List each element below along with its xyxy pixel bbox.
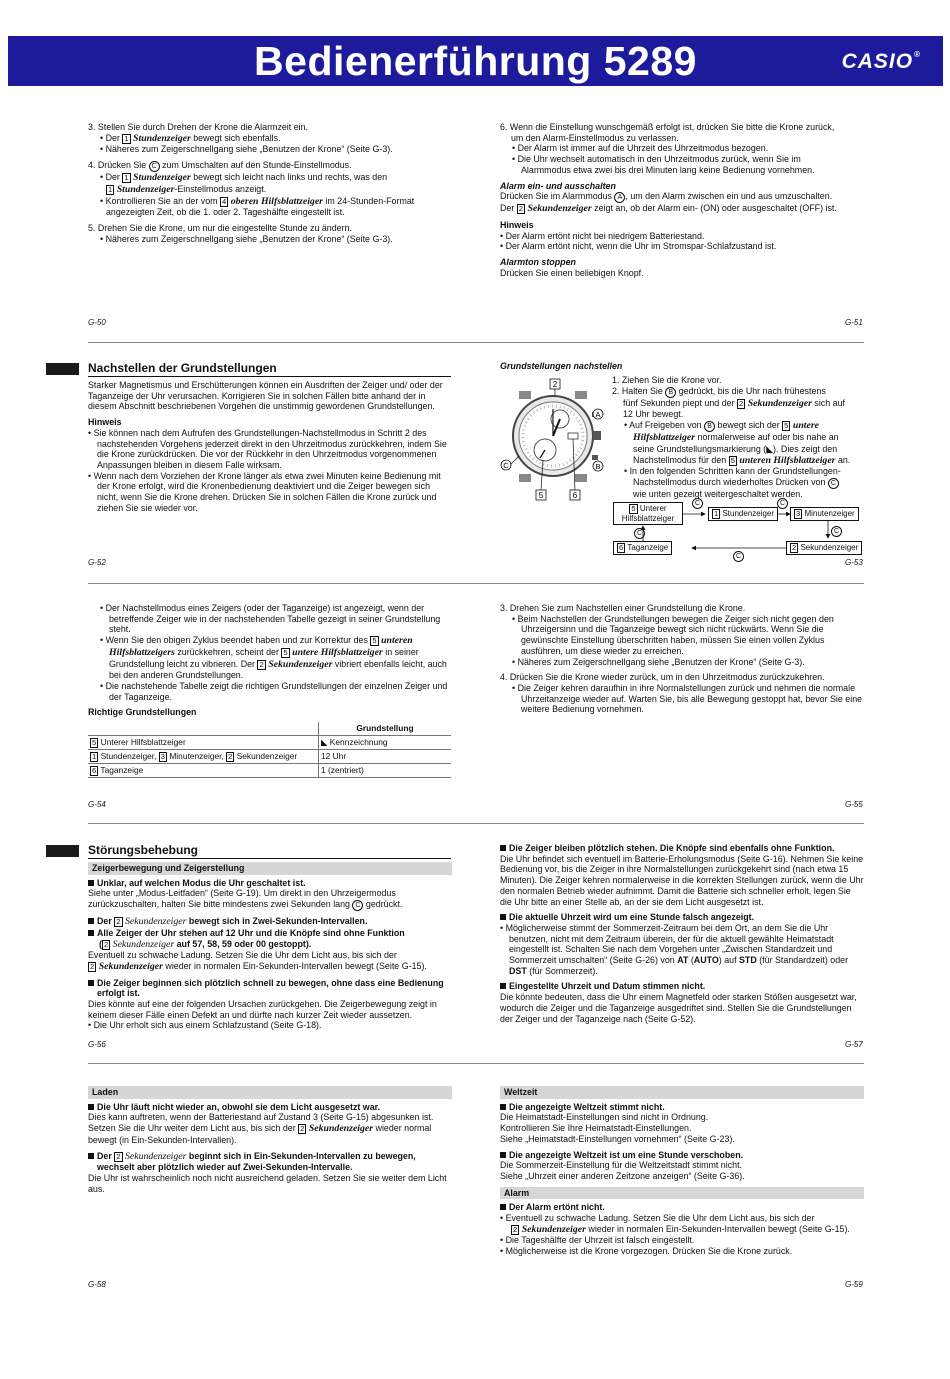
page-g50: 3. Stellen Sie durch Drehen der Krone die Alarmzeit ein. • Der 1 Stundenzeiger bewegt sich ebenfalls. • Näheres zum Zeigerschnellgang siehe „Benutzen der Krone“ (Seite G-3). 4. Drücken Sie C zum Umschalten auf den Stunde-Einstellmodus. • Der 1 Stundenzeiger bewegt sich leicht nach links und rechts, was den 1 Stundenzeiger-Einstellmodus anzeigt. • Kontrollieren Sie an der vom 4 oberen Hilfsblattzeiger im 24-Stunden-Format angezeigten Zeit, ob die 1. oder 2. Tageshälfte eingestellt ist. 5. Drehen Sie die Krone, um nur die eingestellte Stunde zu ändern. • Näheres zum Zeigerschnellgang siehe „Benutzen der Krone“ (Seite G-3). (88, 122, 415, 244)
label-c: C (503, 461, 509, 470)
lug-top-left (519, 391, 531, 399)
section-title: Nachstellen der Grundstellungen (88, 361, 451, 377)
page-title: Bedienerführung 5289 (254, 38, 697, 84)
subsection-header: Zeigerbewegung und Zeigerstellung (88, 862, 452, 875)
reference-mark-icon: ◣ (321, 737, 328, 748)
page-number: G-56 (88, 1040, 106, 1049)
crown (593, 431, 601, 440)
page-number: G-51 (845, 318, 863, 327)
page-g56: Zeigerbewegung und Zeigerstellung Unklar, auf welchen Modus die Uhr geschaltet ist. Siehe unter „Modus-Leitfaden“ (Seite G-19). Um direkt in den Uhrzeigermodus zurückzuschalten, halten Sie bitte mindestens zwei Sekunden lang C gedrückt. Der 2 Sekundenzeiger bewegt sich in Zwei-Sekunden-Intervallen. Alle Zeiger der Uhr stehen auf 12 Uhr und die Knöpfe sind ohne Funktion ( 2 Sekundenzeiger auf 57, 58, 59 oder 00 gestoppt). Eventuell zu schwache Ladung. Setzen Sie die Uhr dem Licht aus, bis sich der 2 Sekundenzeiger wieder in normalen Ein-Sekunden-Intervallen bewegt (Seite G-15). Die Zeiger beginnen sich plötzlich schnell zu bewegen, ohne dass eine Bedienung erfolgt ist. Dies könnte auf eine der folgenden Ursachen zurückgehen. Die Zeigerbewegung zeigt in keinem dieser Fälle einen Defekt an und dürfte nach kurzer Zeit wieder aussetzen. • Die Uhr erholt sich aus einem Schlafzustand (Seite G-18). (88, 862, 452, 1031)
section-tab (46, 363, 79, 375)
table-row: 1 Stundenzeiger, 3 Minutenzeiger, 2 Sekundenzeiger 12 Uhr (88, 750, 451, 764)
page-g53-steps: 1. Ziehen Sie die Krone vor. 2. Halten Sie B gedrückt, bis die Uhr nach frühestens fünf Sekunden piept und der 2 Sekundenzeiger sich auf 12 Uhr bewegt. • Auf Freigeben von B bewegt sich der 5 untere Hilfsblattzeiger normalerweise auf oder bis nahe an seine Grundstellungsmarkierung (◣). Dies zeigt den Nachstellmodus für den 5 unteren Hilfsblattzeiger an. • In den folgenden Schritten kann der Grundstellungen- Nachstellmodus durch wiederholtes Drücken von C wie unten gezeigt weitergeschaltet werden. (612, 375, 851, 499)
table-row: 6 Taganzeige 1 (zentriert) (88, 764, 451, 778)
table-header-row: Grundstellung (88, 722, 451, 736)
flow-c-label: C (634, 528, 645, 539)
flow-minute-hand: 3 Minutenzeiger (790, 507, 859, 521)
casio-logo: CASIO® (841, 50, 921, 73)
page-number: G-52 (88, 558, 106, 567)
label-5: 5 (538, 491, 544, 500)
label-a: A (595, 410, 601, 419)
page-g59: Weltzeit Die angezeigte Weltzeit stimmt nicht. Die Heimatstadt-Einstellungen sind nicht in Ordnung. Kontrollieren Sie Ihre Heimatstadt-Einstellungen. Siehe „Heimatstadt-Einstellungen vornehmen“ (Seite G-23). Die angezeigte Weltzeit ist um eine Stunde verschoben. Die Sommerzeit-Einstellung für die Weltzeitstadt stimmt nicht. Siehe „Uhrzeit einer anderen Zeitzone anzeigen“ (Seite G-36). Alarm Der Alarm ertönt nicht. • Eventuell zu schwache Ladung. Setzen Sie die Uhr dem Licht aus, bis sich der 2 Sekundenzeiger wieder in normalen Ein-Sekunden-Intervallen bewegt (Seite G-15). • Die Tageshälfte der Uhrzeit ist falsch eingestellt. • Möglicherweise ist die Krone vorgezogen. Drücken Sie die Krone zurück. (500, 1086, 864, 1257)
page-g53: Grundstellungen nachstellen (500, 361, 623, 371)
section-title: Störungsbehebung (88, 843, 451, 859)
flow-second-hand: 2 Sekundenzeiger (786, 541, 862, 555)
flow-hour-hand: 1 Stundenzeiger (708, 507, 778, 521)
page-number: G-50 (88, 318, 106, 327)
label-2: 2 (552, 380, 558, 389)
flow-c-label: C (692, 498, 703, 509)
table-row: 5 Unterer Hilfsblattzeiger ◣ Kennzeichnung (88, 736, 451, 750)
page-g58: Laden Die Uhr läuft nicht wieder an, obwohl sie dem Licht ausgesetzt war. Dies kann auftreten, wenn der Batteriestand auf Zustand 3 (Seite G-15) abgesunken ist. Setzen Sie die Uhr weiter dem Licht aus, bis sich der 2 Sekundenzeiger wieder normal bewegt (in Ein-Sekunden-Intervallen). Der 2 Sekundenzeiger beginnt sich in Ein-Sekunden-Intervallen zu bewegen, wechselt aber plötzlich wieder auf Zwei-Sekunden-Intervalle. Die Uhr ist wahrscheinlich noch nicht ausreichend geladen. Setzen Sie sie weiter dem Licht aus. (88, 1086, 452, 1194)
page-number: G-54 (88, 800, 106, 809)
lug-top-right (575, 391, 587, 399)
lug-bottom-left (519, 474, 531, 482)
page-g57: Die Zeiger bleiben plötzlich stehen. Die Knöpfe sind ebenfalls ohne Funktion. Die Uhr befindet sich eventuell im Batterie-Erholungsmodus (Seite G-16). Nehmen Sie keine Bedienung vor, bis die Zeiger in ihre Normalstellungen zurückgekehrt sind (nach etwa 15 Minuten). Die Zeiger kehren normalerweise in die korrekten Stellungen zurück, wenn die Uhr den normalen Betrieb wieder aufnimmt. Damit die Batterie sich schneller erholt, legen Sie die Uhr bitte an einer Stelle ab, an der sie dem Licht ausgesetzt ist. Die aktuelle Uhrzeit wird um eine Stunde falsch angezeigt. • Möglicherweise stimmt der Sommerzeit-Zeitraum bei dem Ort, an dem Sie die Uhr benutzen, nicht mit dem Zeitraum überein, der für die aktuell gewählte Heimatstadt eingestellt ist. Schalten Sie nach dem Vorgehen unter „Zwischen Standardzeit und Sommerzeit umschalten“ (Seite G-26) von AT (AUTO) auf STD (für Standardzeit) oder DST (für Sommerzeit). Eingestellte Uhrzeit und Datum stimmen nicht. Die könnte bedeuten, dass die Uhr einem Magnetfeld oder starken Stößen ausgesetzt war, wodurch die Zeiger und die Taganzeige ausgedriftet sind. Stellen Sie die Grundstellungen der Zeiger und der Taganzeige nach (Seite G-52). (500, 843, 864, 1024)
reference-mark-icon: ◣ (766, 443, 774, 454)
lug-bottom-right (575, 474, 587, 482)
page-g51: 6. Wenn die Einstellung wunschgemäß erfolgt ist, drücken Sie bitte die Krone zurück, um den Alarm-Einstellmodus zu verlassen. • Der Alarm ist immer auf die Uhrzeit des Uhrzeitmodus bezogen. • Die Uhr wechselt automatisch in den Uhrzeitmodus zurück, wenn Sie im Alarmmodus etwa zwei bis drei Minuten lang keine Bedienung vornehmen. Alarm ein- und ausschalten Drücken Sie im Alarmmodus A , um den Alarm zwischen ein und aus umzuschalten. Der 2 Sekundenzeiger zeigt an, ob der Alarm ein- (ON) oder ausgeschaltet (OFF) ist. Hinweis • Der Alarm ertönt nicht bei niedrigem Batteriestand. • Der Alarm ertönt nicht, wenn die Uhr im Stromspar-Schlafzustand ist. Alarmton stoppen Drücken Sie einen beliebigen Knopf. (500, 122, 864, 278)
section-tab (46, 845, 79, 857)
subsection-header: Alarm (500, 1187, 864, 1200)
page-g52: Starker Magnetismus und Erschütterungen können ein Ausdriften der Zeiger und/ oder der Taganzeige der Uhr verursachen. Korrigieren Sie in solchen Fällen bitte anhand der in diesem Abschnitt beschriebenen Vorgehen die unstimmig gewordenen Grundstellungen. Hinweis • Sie können nach dem Aufrufen des Grundstellungen-Nachstellmodus in Schritt 2 des nachstehenden Vorgehens jederzeit direkt in den Uhrzeitmodus zurückkehren, indem Sie die Krone zurückdrücken. Die vor der Rückkehr in den Uhrzeitmodus vorgenommenen Anpassungen bleiben in diesem Falle wirksam. • Wenn nach dem Vorziehen der Krone länger als etwa zwei Minuten keine Bedienung mit der Krone erfolgt, wird die Kronenbedienung deaktiviert und die Zeiger bewegen sich nicht, wenn Sie die Krone drehen. Drücken Sie in solchen Fällen die Krone zurück und ziehen Sie sie wieder vor. (88, 380, 447, 513)
label-6: 6 (572, 491, 578, 500)
section-heading: Alarm ein- und ausschalten (500, 180, 616, 191)
reference-positions-table (88, 722, 451, 778)
page-number: G-55 (845, 800, 863, 809)
flow-c-label: C (733, 551, 744, 562)
flow-c-label: C (831, 526, 842, 537)
divider (88, 583, 864, 584)
subsection-header: Laden (88, 1086, 452, 1099)
divider (88, 342, 864, 343)
button-b (592, 455, 598, 460)
divider (88, 823, 864, 824)
label-b: B (595, 462, 601, 471)
header-banner (8, 36, 943, 86)
divider (88, 1063, 864, 1064)
subsection-header: Weltzeit (500, 1086, 864, 1099)
day-window (568, 433, 578, 439)
page-g55: 3. Drehen Sie zum Nachstellen einer Grundstellung die Krone. • Beim Nachstellen der Grundstellungen bewegen die Zeiger sich nicht gegen den Uhrzeigersinn und die Taganzeige bewegt sich nicht rückwärts. Wenn Sie die gewünschte Einstellung überschritten haben, müssen Sie einen vollen Zyklus ausführen, um diese wieder zu erreichen. • Näheres zum Zeigerschnellgang siehe „Benutzen der Krone“ (Seite G-3). 4. Drücken Sie die Krone wieder zurück, um in den Uhrzeitmodus zurückzukehren. • Die Zeiger kehren daraufhin in ihre Normalstellungen zurück und nehmen die normale Uhrzeitanzeige wieder auf. Warten Sie, bis alle Bewegung gestoppt hat, bevor Sie eine weitere Bedienung vornehmen. (500, 603, 863, 715)
page-number: G-57 (845, 1040, 863, 1049)
flow-lower-subdial: 5 Unterer Hilfsblattzeiger (613, 502, 683, 525)
page-g54: • Der Nachstellmodus eines Zeigers (oder der Taganzeige) ist angezeigt, wenn der betreffende Zeiger wie in der nachstehenden Tabelle gezeigt in seiner Grundstellung steht. • Wenn Sie den obigen Zyklus beendet haben und zur Korrektur des 5 unteren Hilfsblattzeigers zurückkehren, scheint der 5 untere Hilfsblattzeiger in seiner Grundstellung leicht zu vibrieren. Der 2 Sekundenzeiger vibriert ebenfalls leicht, auch bei den anderen Grundstellungen. • Die nachstehende Tabelle zeigt die richtigen Grundstellungen der einzelnen Zeiger und der Taganzeige. Richtige Grundstellungen Grundstellung 5 Unterer Hilfsblattzeiger ◣ Kennzeichnung 1 Stundenzeiger, 3 Minutenzeiger, 2 Sekundenzeiger 12 Uhr 6 Taganzeige 1 (zentriert) (88, 603, 452, 778)
flow-c-label: C (777, 498, 788, 509)
watch-illustration (498, 376, 610, 506)
page-number: G-53 (845, 558, 863, 567)
page-number: G-59 (845, 1280, 863, 1289)
page-number: G-58 (88, 1280, 106, 1289)
flow-day-indicator: 6 Taganzeige (613, 541, 672, 555)
